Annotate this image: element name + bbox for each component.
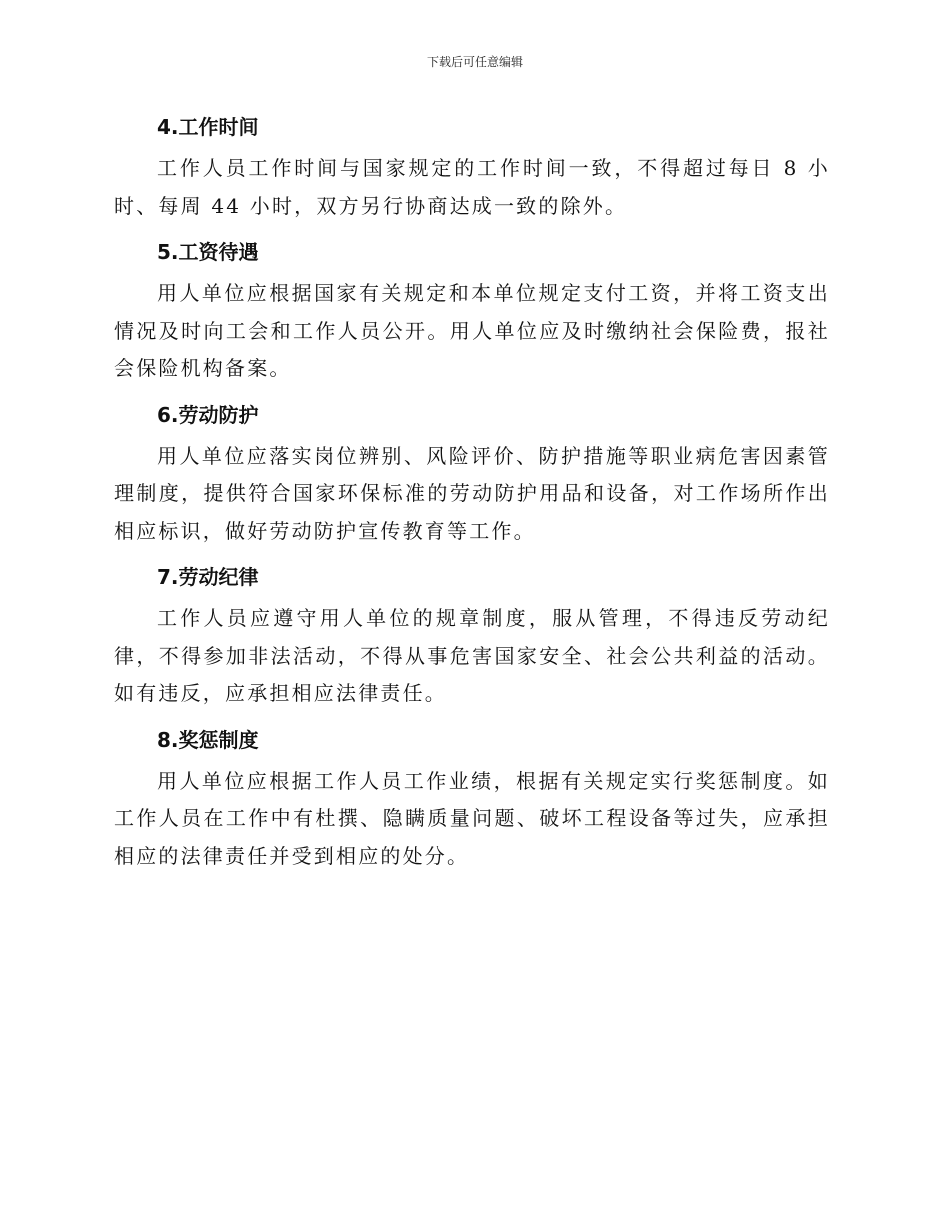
section-body: 用人单位应落实岗位辨别、风险评价、防护措施等职业病危害因素管理制度，提供符合国家环保标准的劳动防护用品和设备，对工作场所作出相应标识，做好劳动防护宣传教育等工作。 <box>114 443 830 543</box>
section-heading: 5.工资待遇 <box>157 240 259 264</box>
section-heading: 4.工作时间 <box>157 115 259 139</box>
section-body: 用人单位应根据国家有关规定和本单位规定支付工资，并将工资支出情况及时向工会和工作人员公开。用人单位应及时缴纳社会保险费，报社会保险机构备案。 <box>114 281 830 380</box>
section-heading: 6.劳动防护 <box>157 402 259 427</box>
section-labor-protection <box>114 396 830 551</box>
section-working-hours <box>114 108 830 225</box>
section-rewards-penalties <box>114 721 830 876</box>
header-note: 下载后可任意编辑 <box>426 55 523 69</box>
section-wages <box>114 233 830 388</box>
section-labor-discipline <box>114 558 830 713</box>
section-body: 工作人员工作时间与国家规定的工作时间一致，不得超过每日 8 小时、每周 44 小时，双方另行协商达成一致的除外。 <box>114 156 830 218</box>
section-heading: 7.劳动纪律 <box>157 565 259 589</box>
section-heading: 8.奖惩制度 <box>157 727 259 752</box>
section-body: 用人单位应根据工作人员工作业绩，根据有关规定实行奖惩制度。如工作人员在工作中有杜撰、隐瞒质量问题、破坏工程设备等过失，应承担相应的法律责任并受到相应的处分。 <box>114 768 830 868</box>
document-content <box>114 108 830 883</box>
section-body: 工作人员应遵守用人单位的规章制度，服从管理，不得违反劳动纪律，不得参加非法活动，不得从事危害国家安全、社会公共利益的活动。如有违反，应承担相应法律责任。 <box>114 606 830 705</box>
